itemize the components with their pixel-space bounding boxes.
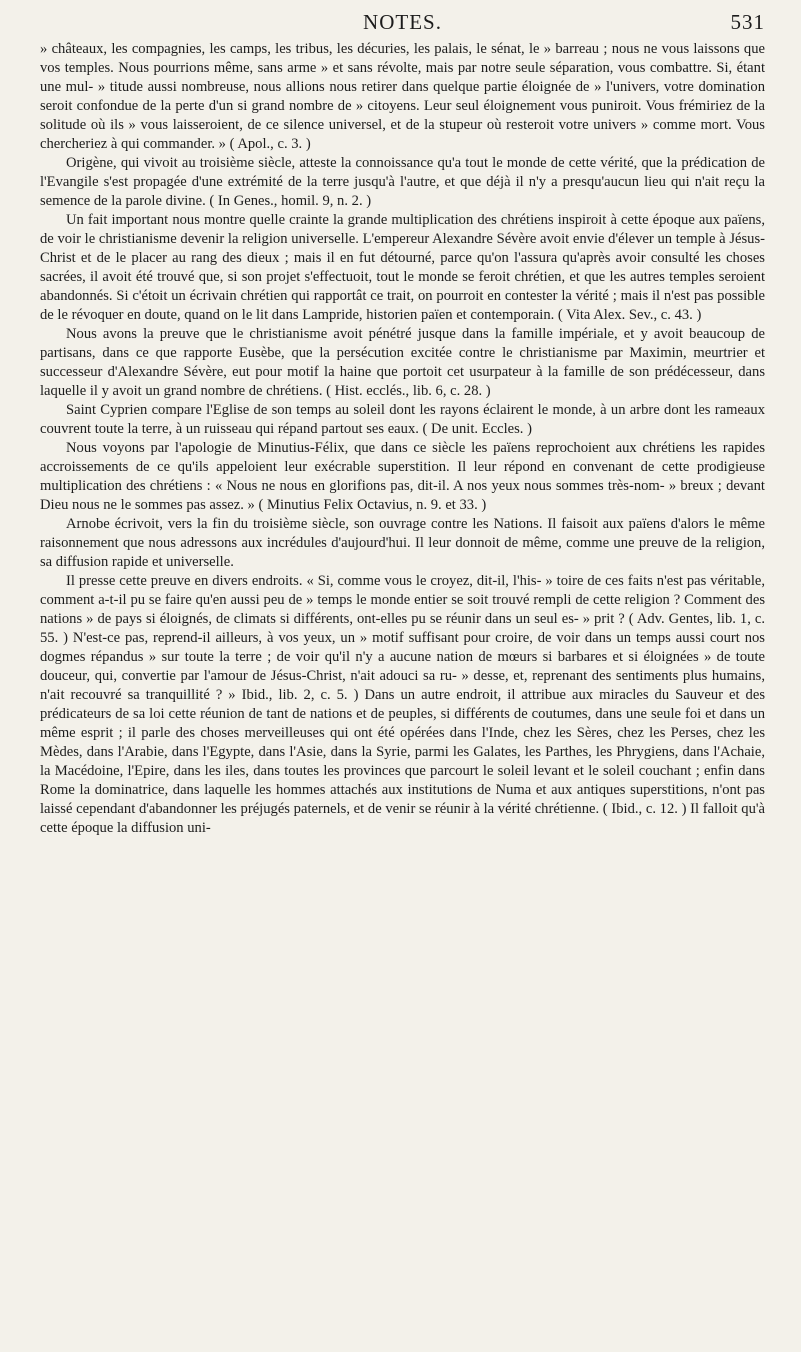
body-text — [40, 40, 765, 838]
paragraph-origen: Origène, qui vivoit au troisième siècle, atteste la connoissance qu'a tout le monde de cette vérité, que la prédication de l'Evangile s'est propagée d'une extrémité de la terre jusqu'à l'autre, et que déjà il n'y a presqu'aucun lieu qui n'ait reçu la semence de la parole divine. ( In Genes., homil. 9, n. 2. ) — [40, 155, 765, 209]
page-number: 531 — [730, 10, 765, 34]
paragraph-arnobius: Arnobe écrivoit, vers la fin du troisième siècle, son ouvrage contre les Nations. Il faisoit aux païens d'alors le même raisonnement que nous adressons aux incrédules d'aujourd'hui. Il leur donnoit de même, comme une preuve de la religion, sa diffusion rapide et universelle. — [40, 516, 765, 570]
paragraph-eusebius: Nous avons la preuve que le christianisme avoit pénétré jusque dans la famille impériale, et y avoit beaucoup de partisans, dans ce que rapporte Eusèbe, que la persécution excitée contre le christianisme par Maximin, meurtrier et successeur d'Alexandre Sévère, eut pour motif la haine que portoit cet usurpateur à la famille de son prédécesseur, dans laquelle il y avoit un grand nombre de chrétiens. ( Hist. ecclés., lib. 6, c. 28. ) — [40, 326, 765, 399]
paragraph-apology-quote: » châteaux, les compagnies, les camps, les tribus, les décuries, les palais, le sénat, le » barreau ; nous ne vous laissons que vos temples. Nous pourrions même, sans arme » et sans révolte, mais par notre seule séparation, vous combattre. Si, étant une mul- » titude aussi nombreuse, nous allions nous retirer dans quelque partie éloignée de » l'univers, votre domination seroit confondue de la perte d'un si grand nombre de » citoyens. Leur seul éloignement vous puniroit. Vous frémiriez de la solitude où ils » vous laisseroient, de ce silence universel, et de la stupeur où resteroit votre univers » comme mort. Vous chercheriez à qui commander. » ( Apol., c. 3. ) — [40, 41, 765, 152]
paragraph-alexander-severus: Un fait important nous montre quelle crainte la grande multiplication des chrétiens inspiroit à cette époque aux païens, de voir le christianisme devenir la religion universelle. L'empereur Alexandre Sévère avoit envie d'élever un temple à Jésus-Christ et de le placer au rang des dieux ; mais il en fut détourné, parce qu'on l'assura qu'après avoir consulté les choses sacrées, il avoit été trouvé que, si son projet s'effectuoit, tout le monde se feroit chrétien, et que les autres temples seroient abandonnés. Si c'étoit un écrivain chrétien qui rapportât ce trait, on pourroit en contester la vérité ; mais il n'est pas possible de le révoquer en doute, quand on le lit dans Lampride, historien païen et contemporain. ( Vita Alex. Sev., c. 43. ) — [40, 212, 765, 323]
paragraph-cyprian: Saint Cyprien compare l'Eglise de son temps au soleil dont les rayons éclairent le monde, à un arbre dont les rameaux couvrent toute la terre, à un ruisseau qui répand partout ses eaux. ( De unit. Eccles. ) — [40, 402, 765, 437]
paragraph-minutius-felix: Nous voyons par l'apologie de Minutius-Félix, que dans ce siècle les païens reprochoient aux chrétiens les rapides accroissements de ce qu'ils appeloient leur exécrable superstition. Il leur répond en convenant de cette prodigieuse multiplication des chrétiens : « Nous ne nous en glorifions pas, dit-il. A nos yeux nous sommes très-nom- » breux ; devant Dieu nous ne le sommes pas assez. » ( Minutius Felix Octavius, n. 9. et 33. ) — [40, 440, 765, 513]
running-title: NOTES. — [363, 10, 442, 34]
paragraph-arnobius-argument: Il presse cette preuve en divers endroits. « Si, comme vous le croyez, dit-il, l'his- » toire de ces faits n'est pas véritable, comment a-t-il pu se faire qu'en aussi peu de » temps le monde entier se soit trouvé rempli de cette religion ? Comment des nations » de pays si éloignés, de climats si différents, ont-elles pu se réunir dans un seul es- » prit ? ( Adv. Gentes, lib. 1, c. 55. ) N'est-ce pas, reprend-il ailleurs, à vos yeux, un » motif suffisant pour croire, de voir dans un temps aussi court nos dogmes répandus » sur toute la terre ; de voir qu'il n'y a aucune nation de mœurs si barbares et si éloignées » de toute douceur, qui, convertie par l'amour de Jésus-Christ, n'ait adouci sa ru- » desse, et, reprenant des sentiments plus humains, n'ait recouvré sa tranquillité ? » Ibid., lib. 2, c. 5. ) Dans un autre endroit, il attribue aux miracles du Sauveur et des prédicateurs de sa loi cette réunion de tant de nations et de peuples, si différents de coutumes, dans une seule foi et dans un même esprit ; il parle des choses merveilleuses qui ont été opérées dans l'Inde, chez les Sères, chez les Perses, chez les Mèdes, dans l'Arabie, dans l'Egypte, dans l'Asie, dans la Syrie, parmi les Galates, les Parthes, les Phrygiens, dans l'Achaie, la Macédoine, l'Epire, dans les iles, dans toutes les provinces que parcourt le soleil levant et le soleil couchant ; enfin dans Rome la dominatrice, dans laquelle les hommes attachés aux institutions de Numa et aux antiques superstitions, n'ont pas laissé cependant d'abandonner les préjugés paternels, et de venir se réunir à la vérité chrétienne. ( Ibid., c. 12. ) Il falloit qu'à cette époque la diffusion uni- — [40, 573, 765, 836]
running-head — [40, 10, 765, 36]
